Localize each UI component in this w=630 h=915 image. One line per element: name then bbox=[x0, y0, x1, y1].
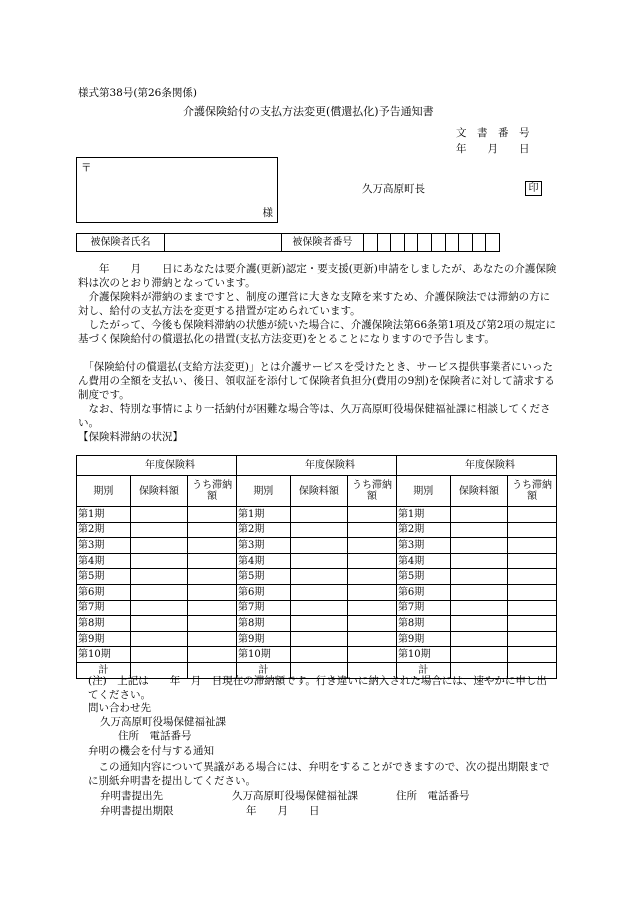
period-label: 第4期 bbox=[236, 553, 290, 569]
paragraph-reimbursement: 「保険給付の償還払(支給方法変更)」とは介護サービスを受けたとき、サービス提供事業者にいったん費用の全額を支払い、後日、領収証を添付して保険者負担分(費用の9割)を保険者に対して請求する制度です。 bbox=[78, 361, 555, 401]
arrears-cell bbox=[188, 507, 237, 523]
arrears-cell bbox=[188, 538, 237, 554]
seal-mark: 印 bbox=[525, 181, 542, 196]
insured-number-digit bbox=[459, 234, 473, 252]
col-arrears-label: うち滞納額 bbox=[512, 480, 553, 502]
period-label: 第7期 bbox=[236, 600, 290, 616]
period-label: 第6期 bbox=[396, 584, 450, 600]
arrears-cell bbox=[348, 538, 397, 554]
arrears-cell bbox=[508, 522, 557, 538]
table-row bbox=[77, 522, 557, 538]
arrears-cell bbox=[188, 600, 237, 616]
col-arrears-label: うち滞納額 bbox=[352, 480, 393, 502]
paragraph-arrears: 年 月 日にあなたは要介護(更新)認定・要支援(更新)申請をしましたが、あなたの介護保険料は次のとおり滞納となっています。 bbox=[78, 263, 557, 289]
col-amount: 保険料額 bbox=[130, 476, 187, 507]
total-label: 計 bbox=[77, 662, 131, 678]
amount-cell bbox=[450, 584, 507, 600]
arrears-cell bbox=[508, 647, 557, 663]
contact-office: 久万高原町役場保健福祉課 bbox=[100, 716, 226, 728]
amount-cell bbox=[450, 631, 507, 647]
year-label: 年度保険料 bbox=[396, 456, 556, 476]
amount-cell bbox=[290, 584, 347, 600]
issue-date-label: 年 月 日 bbox=[456, 143, 530, 155]
amount-cell bbox=[290, 616, 347, 632]
period-label: 第2期 bbox=[236, 522, 290, 538]
table-row bbox=[77, 631, 557, 647]
period-label: 第8期 bbox=[396, 616, 450, 632]
amount-cell bbox=[130, 553, 187, 569]
arrears-cell bbox=[348, 600, 397, 616]
period-label: 第3期 bbox=[396, 538, 450, 554]
table-row bbox=[77, 569, 557, 585]
total-label: 計 bbox=[236, 662, 290, 678]
paragraph-impact: 介護保険料が滞納のままですと、制度の運営に大きな支障を来すため、介護保険法では滞納の方に対し、給付の支払方法を変更する措置が定められています。 bbox=[78, 291, 551, 317]
col-arrears bbox=[348, 476, 397, 507]
year-label: 年度保険料 bbox=[77, 456, 237, 476]
amount-cell bbox=[290, 600, 347, 616]
defense-deadline-value: 年 月 日 bbox=[246, 805, 320, 817]
amount-cell bbox=[450, 553, 507, 569]
defense-dest-value: 久万高原町役場保健福祉課 bbox=[232, 790, 358, 802]
status-heading: 【保険料滞納の状況】 bbox=[78, 431, 183, 443]
arrears-cell bbox=[508, 553, 557, 569]
paragraph-notice: したがって、今後も保険料滞納の状態が続いた場合に、介護保険法第66条第1項及び第2項の規定に基づく保険給付の償還払化の措置(支払方法変更)をとることになりますので予告します。 bbox=[78, 319, 557, 345]
table-row bbox=[77, 647, 557, 663]
table-row bbox=[77, 538, 557, 554]
arrears-cell bbox=[188, 616, 237, 632]
arrears-cell bbox=[188, 553, 237, 569]
insured-number-digit bbox=[472, 234, 486, 252]
amount-cell bbox=[130, 569, 187, 585]
amount-cell bbox=[130, 584, 187, 600]
insured-number-digit bbox=[418, 234, 432, 252]
insured-number-digit bbox=[404, 234, 418, 252]
insured-number-digit bbox=[486, 234, 500, 252]
col-amount: 保険料額 bbox=[290, 476, 347, 507]
amount-cell bbox=[130, 538, 187, 554]
amount-cell bbox=[290, 522, 347, 538]
period-label: 第2期 bbox=[396, 522, 450, 538]
period-label: 第6期 bbox=[236, 584, 290, 600]
defense-dest-label: 弁明書提出先 bbox=[100, 790, 163, 802]
amount-cell bbox=[450, 507, 507, 523]
period-label: 第6期 bbox=[77, 584, 131, 600]
insured-number-digit bbox=[377, 234, 391, 252]
period-label: 第8期 bbox=[236, 616, 290, 632]
period-label: 第1期 bbox=[396, 507, 450, 523]
arrears-cell bbox=[188, 522, 237, 538]
arrears-cell bbox=[188, 584, 237, 600]
document-title: 介護保険給付の支払方法変更(償還払化)予告通知書 bbox=[183, 105, 434, 118]
insured-number-label: 被保険者番号 bbox=[281, 234, 363, 252]
contact-address: 住所 電話番号 bbox=[118, 730, 192, 742]
arrears-cell bbox=[508, 584, 557, 600]
amount-cell bbox=[450, 538, 507, 554]
arrears-cell bbox=[508, 600, 557, 616]
defense-body: この通知内容について異議がある場合には、弁明をすることができますので、次の提出期限までに別紙弁明書を提出してください。 bbox=[88, 761, 550, 787]
defense-deadline-label: 弁明書提出期限 bbox=[100, 805, 174, 817]
arrears-cell bbox=[348, 616, 397, 632]
amount-cell bbox=[130, 647, 187, 663]
amount-cell bbox=[130, 616, 187, 632]
table-row bbox=[77, 584, 557, 600]
period-label: 第4期 bbox=[396, 553, 450, 569]
period-label: 第10期 bbox=[396, 647, 450, 663]
col-period: 期別 bbox=[77, 476, 131, 507]
insured-number-digit bbox=[431, 234, 445, 252]
table-row bbox=[77, 600, 557, 616]
col-period: 期別 bbox=[236, 476, 290, 507]
arrears-cell bbox=[508, 631, 557, 647]
col-arrears bbox=[188, 476, 237, 507]
amount-cell bbox=[290, 631, 347, 647]
arrears-cell bbox=[348, 522, 397, 538]
arrears-cell bbox=[188, 569, 237, 585]
arrears-cell bbox=[348, 584, 397, 600]
arrears-cell bbox=[508, 569, 557, 585]
insured-name-cell bbox=[165, 234, 282, 252]
period-label: 第8期 bbox=[77, 616, 131, 632]
arrears-cell bbox=[348, 647, 397, 663]
amount-cell bbox=[130, 600, 187, 616]
paragraph-consultation: なお、特別な事情により一括納付が困難な場合等は、久万高原町役場保健福祉課に相談してください。 bbox=[78, 403, 551, 429]
insured-number-digit bbox=[391, 234, 405, 252]
amount-cell bbox=[450, 600, 507, 616]
total-label: 計 bbox=[396, 662, 450, 678]
amount-cell bbox=[450, 647, 507, 663]
period-label: 第9期 bbox=[236, 631, 290, 647]
arrears-cell bbox=[348, 631, 397, 647]
period-label: 第5期 bbox=[77, 569, 131, 585]
arrears-table bbox=[76, 455, 557, 679]
period-label: 第4期 bbox=[77, 553, 131, 569]
form-number: 様式第38号(第26条関係) bbox=[78, 87, 197, 99]
insured-name-label: 被保険者氏名 bbox=[77, 234, 165, 252]
period-label: 第5期 bbox=[236, 569, 290, 585]
col-arrears-label: うち滞納額 bbox=[192, 480, 233, 502]
table-row bbox=[77, 507, 557, 523]
amount-cell bbox=[290, 507, 347, 523]
period-label: 第5期 bbox=[396, 569, 450, 585]
insured-info-table bbox=[76, 233, 500, 252]
arrears-cell bbox=[348, 569, 397, 585]
arrears-cell bbox=[348, 507, 397, 523]
period-label: 第9期 bbox=[396, 631, 450, 647]
period-label: 第3期 bbox=[236, 538, 290, 554]
amount-cell bbox=[290, 647, 347, 663]
amount-cell bbox=[290, 538, 347, 554]
address-box bbox=[76, 157, 278, 223]
arrears-cell bbox=[508, 538, 557, 554]
table-row bbox=[77, 553, 557, 569]
period-label: 第7期 bbox=[396, 600, 450, 616]
year-label: 年度保険料 bbox=[236, 456, 396, 476]
period-label: 第1期 bbox=[236, 507, 290, 523]
postal-mark: 〒 bbox=[81, 162, 92, 174]
period-label: 第2期 bbox=[77, 522, 131, 538]
insured-number-digit bbox=[364, 234, 378, 252]
insured-number-digit bbox=[445, 234, 459, 252]
table-row bbox=[77, 616, 557, 632]
amount-cell bbox=[130, 507, 187, 523]
defense-heading: 弁明の機会を付与する通知 bbox=[88, 745, 214, 757]
doc-number-label: 文 書 番 号 bbox=[456, 127, 530, 139]
col-period: 期別 bbox=[396, 476, 450, 507]
period-label: 第9期 bbox=[77, 631, 131, 647]
contact-heading: 問い合わせ先 bbox=[88, 702, 151, 714]
col-arrears bbox=[508, 476, 557, 507]
amount-cell bbox=[450, 522, 507, 538]
arrears-cell bbox=[508, 616, 557, 632]
period-label: 第3期 bbox=[77, 538, 131, 554]
arrears-cell bbox=[508, 507, 557, 523]
amount-cell bbox=[290, 553, 347, 569]
issuer-name: 久万高原町長 bbox=[362, 183, 425, 195]
arrears-cell bbox=[348, 553, 397, 569]
arrears-cell bbox=[188, 631, 237, 647]
period-label: 第10期 bbox=[236, 647, 290, 663]
period-label: 第7期 bbox=[77, 600, 131, 616]
amount-cell bbox=[450, 616, 507, 632]
period-label: 第10期 bbox=[77, 647, 131, 663]
amount-cell bbox=[130, 522, 187, 538]
amount-cell bbox=[450, 569, 507, 585]
honorific: 様 bbox=[262, 206, 273, 219]
period-label: 第1期 bbox=[77, 507, 131, 523]
defense-dest-address: 住所 電話番号 bbox=[396, 790, 470, 802]
amount-cell bbox=[290, 569, 347, 585]
col-amount: 保険料額 bbox=[450, 476, 507, 507]
arrears-note: (注) 上記は 年 月 日現在の滞納額です。行き違いに納入された場合には、速やかに申し出てください。 bbox=[88, 675, 547, 701]
amount-cell bbox=[130, 631, 187, 647]
arrears-cell bbox=[188, 647, 237, 663]
